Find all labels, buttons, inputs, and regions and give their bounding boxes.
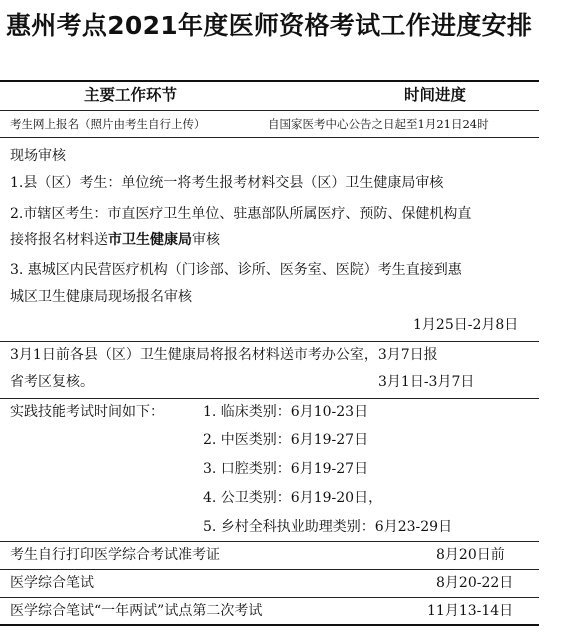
practical-item: 3. 口腔类别：6月19-27日 xyxy=(203,461,369,477)
onsite-item-1: 1.县（区）考生：单位统一将考生报考材料交县（区）卫生健康局审核 xyxy=(10,175,444,191)
onsite-item-3-line-2: 城区卫生健康局现场报名审核 xyxy=(10,289,192,305)
signup-time: 自国家医考中心公告之日起至1月21日24时 xyxy=(268,117,489,131)
row-divider xyxy=(0,341,539,342)
table-bottom-border xyxy=(0,624,539,626)
print-task: 考生自行打印医学综合考试准考证 xyxy=(10,547,220,563)
written-time: 8月20-22日 xyxy=(436,575,514,591)
onsite-item-2-text: 接将报名材料送 xyxy=(10,232,108,248)
onsite-item-3-line-1: 3. 惠城区内民营医疗机构（门诊部、诊所、医务室、医院）考生直接到惠 xyxy=(10,262,462,278)
practical-item: 4. 公卫类别：6月19-20日， xyxy=(203,490,383,506)
signup-task: 考生网上报名（照片由考生自行上传） xyxy=(10,117,206,131)
header-time: 时间进度 xyxy=(404,85,467,104)
onsite-item-2-bold: 市卫生健康局 xyxy=(108,232,192,248)
print-time: 8月20日前 xyxy=(436,547,505,563)
practical-item: 1. 临床类别：6月10-23日 xyxy=(203,404,369,420)
written-task: 医学综合笔试 xyxy=(10,575,94,591)
practical-lead: 实践技能考试时间如下： xyxy=(10,404,164,420)
submit-time: 3月1日-3月7日 xyxy=(378,374,475,390)
row-divider xyxy=(0,137,539,138)
page-title: 惠州考点2021年度医师资格考试工作进度安排 xyxy=(6,11,533,40)
row-divider xyxy=(0,597,539,598)
onsite-item-2-tail: 审核 xyxy=(192,232,220,248)
second-exam-time: 11月13-14日 xyxy=(427,603,514,619)
practical-item: 2. 中医类别：6月19-27日 xyxy=(203,432,369,448)
header-divider xyxy=(0,110,539,111)
submit-line-1: 3月1日前各县（区）卫生健康局将报名材料送市考办公室，3月7日报 xyxy=(10,347,438,363)
header-task: 主要工作环节 xyxy=(84,85,178,104)
onsite-item-2-line-2 xyxy=(10,230,220,250)
onsite-time: 1月25日-2月8日 xyxy=(413,317,519,333)
table-top-border xyxy=(0,80,539,82)
row-divider xyxy=(0,569,539,570)
onsite-heading: 现场审核 xyxy=(10,148,66,164)
onsite-item-2-line-1: 2.市辖区考生：市直医疗卫生单位、驻惠部队所属医疗、预防、保健机构直 xyxy=(10,206,472,222)
practical-item: 5. 乡村全科执业助理类别：6月23-29日 xyxy=(203,519,453,535)
submit-line-2: 省考区复核。 xyxy=(10,374,94,390)
row-divider xyxy=(0,541,539,542)
second-exam-task: 医学综合笔试“一年两试”试点第二次考试 xyxy=(10,603,263,619)
row-divider xyxy=(0,398,539,399)
